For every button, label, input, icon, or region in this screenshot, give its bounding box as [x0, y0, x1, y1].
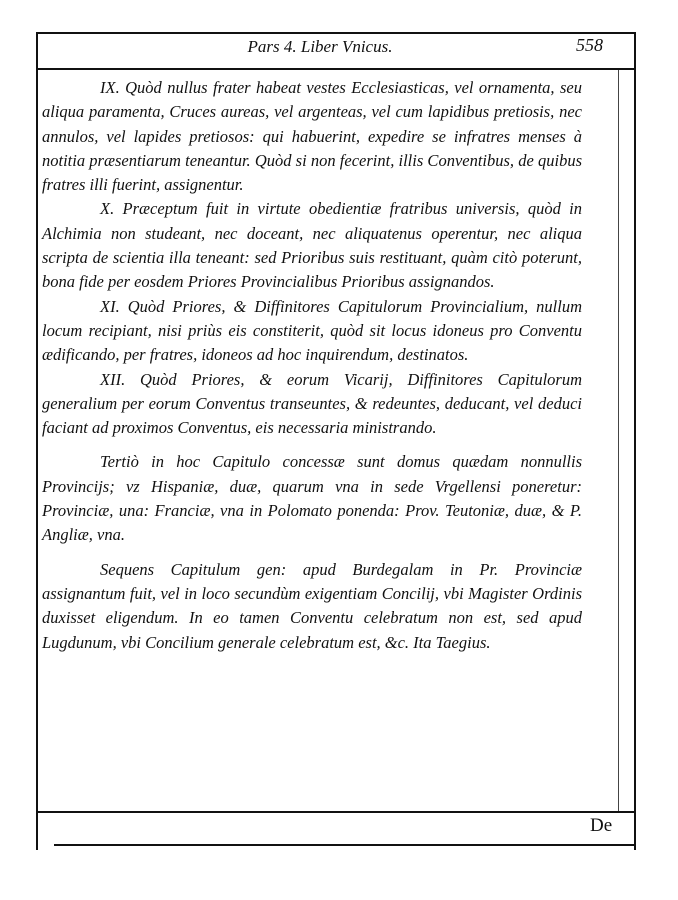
- paragraph-x: X. Præceptum fuit in virtute obedientiæ fratribus universis, quòd in Alchimia non studeant, nec doceant, nec aliquatenus operentur, nec aliqua scripta de scientia illa teneant: sed Prioribus suis restituant, quàm citò poterunt, bona fide per eosdem Priores Provincialibus Prioribus assignandos.: [42, 199, 582, 292]
- header-rule: [38, 68, 634, 70]
- catchword: De: [590, 815, 613, 836]
- page-number: 558: [576, 35, 603, 55]
- paragraph-tertio: Tertiò in hoc Capitulo concessæ sunt domus quædam nonnullis Provincijs; vz Hispaniæ, duæ, quarum vna in sede Vrgellensi poneretur: Provinciæ, una: Franciæ, vna in Polomato ponenda: Prov. Teutoniæ, duæ, & P. Angliæ, vna.: [42, 452, 582, 545]
- footer-rule-outer: [54, 844, 636, 846]
- paragraph-xii: XII. Quòd Priores, & eorum Vicarij, Diffinitores Capitulorum generalium per eorum Conventus transeuntes, & redeuntes, deducant, vel deduci faciant ad proximos Conventus, eis necessaria ministrando.: [42, 369, 582, 438]
- frame-right-rule: [634, 32, 636, 850]
- paragraph-xi: XI. Quòd Priores, & Diffinitores Capitulorum Provincialium, nullum locum recipiant, nisi priùs eis constiterit, quòd sit locus idoneus pro Conventu ædificando, per fratres, idoneos ad hoc inquirendum, destinatos.: [42, 296, 582, 365]
- frame-left-rule: [36, 32, 38, 850]
- footer-rule-inner: [38, 811, 634, 813]
- inner-right-rule: [618, 70, 619, 811]
- paragraph-ix: IX. Quòd nullus frater habeat vestes Ecclesiasticas, vel ornamenta, seu aliqua paramenta, Cruces aureas, vel argenteas, vel cum lapidibus pretiosis, nec annulos, vel lapides pretiosos: qui habuerint, expedire se infratres menses à notitia præsentiarum teneantur. Quòd si non fecerint, illis Conventibus, de quibus fratres illi fuerint, assignentur.: [42, 78, 582, 195]
- frame-top-rule: [36, 32, 636, 34]
- running-head: Pars 4. Liber Vnicus.: [247, 37, 393, 56]
- body-text: [42, 76, 582, 655]
- paragraph-sequens: Sequens Capitulum gen: apud Burdegalam in Pr. Provinciæ assignantum fuit, vel in loco secundùm exigentiam Concilij, vbi Magister Ordinis duxisset eligendum. In eo tamen Conventu celebratum non est, sed apud Lugdunum, vbi Concilium generale celebratum est, &c. Ita Taegius.: [42, 559, 582, 652]
